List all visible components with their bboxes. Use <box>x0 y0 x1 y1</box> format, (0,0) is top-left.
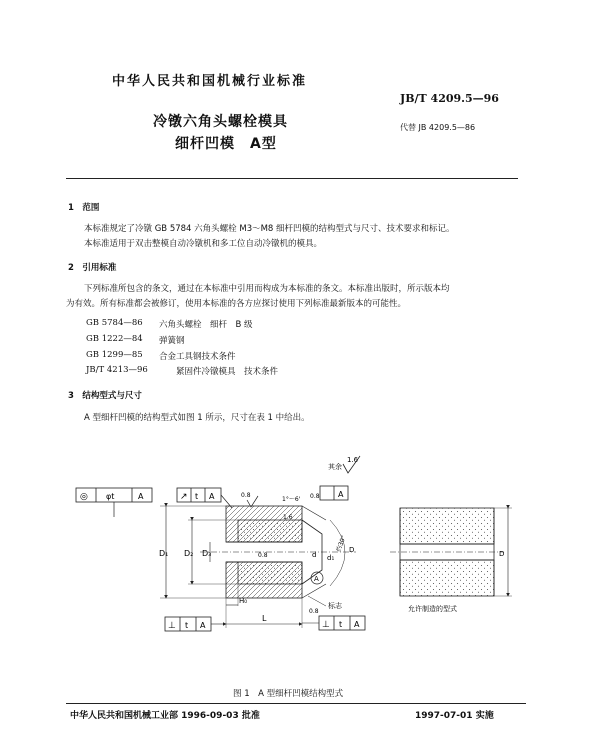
alternate-form-caption: 允许制造的型式 <box>408 605 457 613</box>
section-2-para-line-1: 下列标准所包含的条文，通过在本标准中引用而构成为本标准的条文。本标准出版时，所示版本均 <box>84 284 450 294</box>
issue-statement: 中华人民共和国机械工业部 1996-09-03 批准 <box>70 711 260 721</box>
reference-title: 六角头螺栓 细杆 B 级 <box>159 320 253 330</box>
reference-code: GB 1299—85 <box>86 350 143 360</box>
frame-tolerance: t <box>339 620 343 629</box>
roughness-main: 1.6 <box>347 456 359 464</box>
dim-d1: d₁ <box>327 554 335 562</box>
rest-label: 其余 <box>328 463 342 471</box>
tolerance-frame-right <box>310 486 348 500</box>
top-rule <box>66 178 518 179</box>
die-drawing <box>0 440 600 685</box>
chamfer-label: 约30° <box>335 534 348 553</box>
reference-title: 弹簧钢 <box>159 336 185 346</box>
roughness-value: 0.8 <box>258 552 268 559</box>
mark-label: 标志 <box>328 602 342 610</box>
section-2-heading: 2 引用标准 <box>68 263 117 273</box>
perpendicularity-icon: ⊥ <box>322 620 330 630</box>
frame-datum: A <box>209 492 215 501</box>
tolerance-frame-middle <box>177 488 232 508</box>
title-line-2: 细杆凹模 A型 <box>175 136 277 152</box>
frame-tolerance: t <box>185 621 189 630</box>
dim-D: D <box>349 546 355 554</box>
tolerance-frame-left <box>76 488 152 517</box>
tolerance-frame-bottom-right <box>302 616 365 630</box>
frame-datum: A <box>200 621 206 630</box>
frame-tolerance: φt <box>106 492 115 501</box>
reference-title: 紧固件冷镦模具 技术条件 <box>176 367 279 377</box>
reference-code: GB 5784—86 <box>86 318 143 328</box>
tolerance-frame-bottom-left <box>165 617 226 631</box>
ministry-header: 中华人民共和国机械行业标准 <box>112 74 308 89</box>
section-1-para-1: 本标准规定了冷镦 GB 5784 六角头螺栓 M3～M8 细杆凹模的结构型式与尺寸、技术要求和标记。 <box>84 224 455 234</box>
frame-datum: A <box>138 492 144 501</box>
roughness-value: 0.8 <box>241 492 251 499</box>
title-line-1: 冷镦六角头螺栓模具 <box>153 114 288 130</box>
dim-H0: H₀ <box>239 597 248 605</box>
reference-code: GB 1222—84 <box>86 334 143 344</box>
reference-title: 合金工具钢技术条件 <box>159 352 236 362</box>
perpendicularity-icon: ⊥ <box>168 621 176 631</box>
section-3-para: A 型细杆凹模的结构型式如图 1 所示，尺寸在表 1 中给出。 <box>84 413 310 423</box>
roughness-value: 0.8 <box>309 608 319 615</box>
section-1-heading: 1 范围 <box>68 203 100 213</box>
dim-D-right: D <box>499 550 505 558</box>
frame-datum: A <box>338 490 344 499</box>
section-2-para-line-2: 为有效。所有标准都会被修订，使用本标准的各方应探讨使用下列标准最新版本的可能性。 <box>66 299 407 309</box>
frame-datum: A <box>354 620 360 629</box>
implementation-date: 1997-07-01 实施 <box>415 711 494 721</box>
concentricity-icon: ◎ <box>80 492 88 502</box>
section-1-para-2: 本标准适用于双击整模自动冷镦机和多工位自动冷镦机的模具。 <box>84 239 323 249</box>
dim-D3: D₃ <box>202 549 212 558</box>
angle-label: 1°～6' <box>282 496 301 503</box>
bottom-rule <box>66 703 526 704</box>
section-3-heading: 3 结构型式与尺寸 <box>68 391 142 401</box>
replaces-standard: 代替 JB 4209.5—86 <box>400 123 476 132</box>
datum-label: A <box>314 575 319 583</box>
figure-caption: 图 1 A 型细杆凹模结构型式 <box>233 689 344 699</box>
frame-tolerance: t <box>195 492 199 501</box>
runout-icon: ↗ <box>180 492 188 502</box>
dim-L: L <box>262 614 267 623</box>
roughness-value: 1.6 <box>283 514 293 521</box>
alternate-form-view <box>390 508 512 596</box>
roughness-value: 0.8 <box>310 493 320 500</box>
dim-D1: D₁ <box>159 549 169 558</box>
dim-D2: D₂ <box>184 549 194 558</box>
dim-d: d <box>312 551 317 559</box>
reference-code: JB/T 4213—96 <box>86 365 148 375</box>
standard-number: JB/T 4209.5—96 <box>400 92 499 105</box>
